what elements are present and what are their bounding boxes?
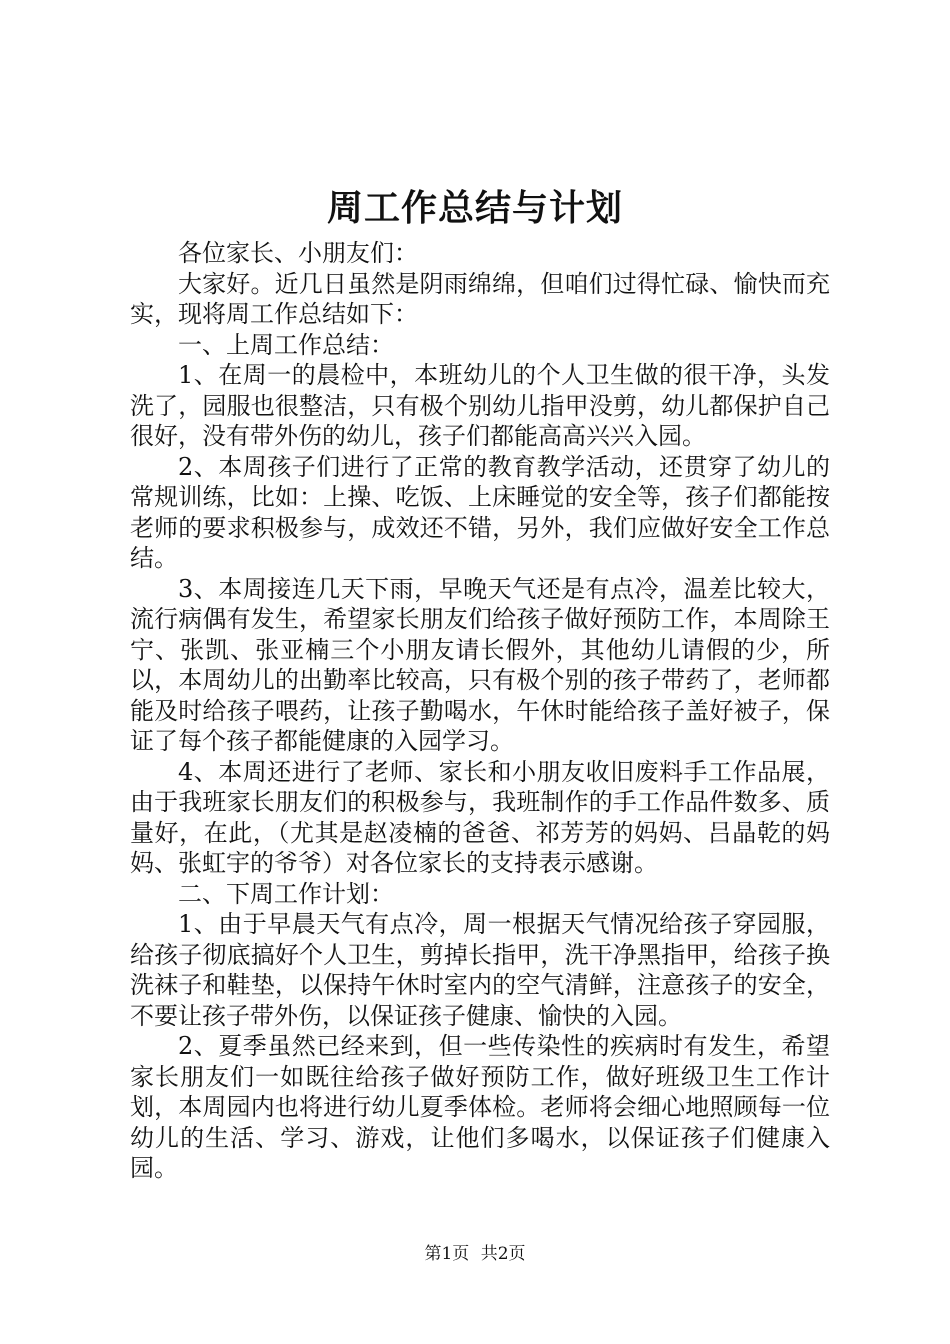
page-footer xyxy=(0,1242,950,1266)
summary-item-4: 4、本周还进行了老师、家长和小朋友收旧废料手工作品展，由于我班家长朋友们的积极参与，我班制作的手工作品件数多、质量好，在此，（尤其是赵凌楠的爸爸、祁芳芳的妈妈、吕晶乾的妈妈、张虹宇的爷爷）对各位家长的支持表示感谢。 xyxy=(130,757,830,877)
summary-item-2: 2、本周孩子们进行了正常的教育教学活动，还贯穿了幼儿的常规训练，比如：上操、吃饭、上床睡觉的安全等，孩子们都能按老师的要求积极参与，成效还不错，另外，我们应做好安全工作总结。 xyxy=(130,452,830,572)
summary-item-1: 1、在周一的晨检中，本班幼儿的个人卫生做的很干净，头发洗了，园服也很整洁，只有极个别幼儿指甲没剪，幼儿都保护自己很好，没有带外伤的幼儿，孩子们都能高高兴兴入园。 xyxy=(130,361,830,450)
summary-item-3: 3、本周接连几天下雨，早晚天气还是有点冷，温差比较大，流行病偶有发生，希望家长朋友们给孩子做好预防工作，本周除王宁、张凯、张亚楠三个小朋友请长假外，其他幼儿请假的少，所以，本周幼儿的出勤率比较高，只有极个别的孩子带药了，老师都能及时给孩子喂药，让孩子勤喝水，午休时能给孩子盖好被子，保证了每个孩子都能健康的入园学习。 xyxy=(130,574,830,755)
document-body xyxy=(130,238,830,1184)
page-number: 第1页 xyxy=(424,1244,470,1264)
plan-item-2: 2、夏季虽然已经来到，但一些传染性的疾病时有发生，希望家长朋友们一如既往给孩子做好预防工作，做好班级卫生工作计划，本周园内也将进行幼儿夏季体检。老师将会细心地照顾每一位幼儿的生活、学习、游戏，让他们多喝水，以保证孩子们健康入园。 xyxy=(130,1032,830,1182)
plan-item-1: 1、由于早晨天气有点冷，周一根据天气情况给孩子穿园服，给孩子彻底搞好个人卫生，剪掉长指甲，洗干净黑指甲，给孩子换洗袜子和鞋垫，以保持午休时室内的空气清鲜，注意孩子的安全，不要让孩子带外伤，以保证孩子健康、愉快的入园。 xyxy=(130,910,830,1030)
intro-paragraph: 大家好。近几日虽然是阴雨绵绵，但咱们过得忙碌、愉快而充实，现将周工作总结如下： xyxy=(130,269,830,328)
salutation: 各位家长、小朋友们： xyxy=(178,239,418,267)
section-heading-plan: 二、下周工作计划： xyxy=(178,879,394,908)
document-title: 周工作总结与计划 xyxy=(326,187,623,229)
page-total: 共2页 xyxy=(480,1244,526,1264)
section-heading-summary: 一、上周工作总结： xyxy=(178,330,394,359)
